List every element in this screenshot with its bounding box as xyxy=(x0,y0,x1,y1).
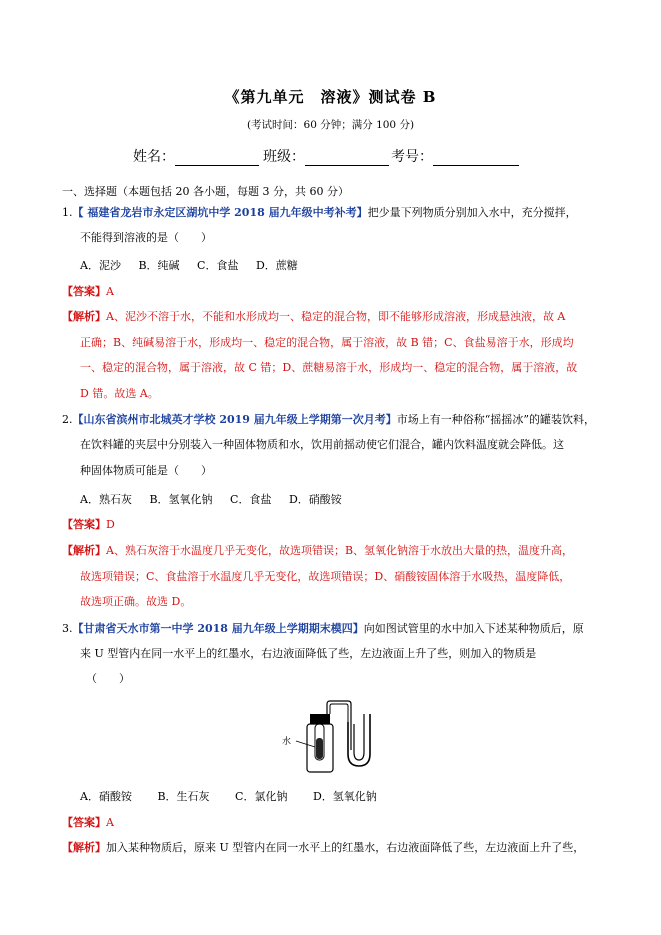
option-d: D．蔗糖 xyxy=(255,259,298,272)
question-stem: 把少量下列物质分别加入水中，充分搅拌， xyxy=(367,206,577,219)
exam-time-note: (考试时间：60 分钟；满分 100 分) xyxy=(246,119,415,131)
question-2-line-3: 种固体物质可能是（ ） xyxy=(80,464,212,477)
answer-value: A xyxy=(106,285,114,298)
figure-water-label: 水 xyxy=(282,737,292,747)
question-number: 2. xyxy=(62,413,73,426)
id-blank[interactable] xyxy=(433,149,519,166)
question-source: 【甘肃省天水市第一中学 2018 届九年级上学期期末模四】 xyxy=(72,622,364,635)
question-1-analysis-3: 一、稳定的混合物，属于溶液，故 C 错；D、蔗糖易溶于水，形成均一、稳定的混合物，属于溶液，故 xyxy=(80,361,578,374)
question-2-answer xyxy=(62,518,115,532)
name-blank[interactable] xyxy=(175,149,259,166)
question-number: 3. xyxy=(62,622,73,635)
page-title: 《第九单元 溶液》测试卷 B xyxy=(224,88,437,106)
answer-value: A xyxy=(106,816,114,829)
u-tube-apparatus-figure xyxy=(282,700,392,781)
question-1-line-1 xyxy=(62,206,577,220)
question-3-options xyxy=(80,788,391,804)
question-2-options xyxy=(80,491,356,507)
question-1-analysis-1 xyxy=(62,310,565,324)
question-3-line-2: 来 U 型管内在同一水平上的红墨水，右边液面降低了些，左边液面上升了些，则加入的物质是 xyxy=(80,647,537,660)
analysis-text: 加入某种物质后，原来 U 型管内在同一水平上的红墨水，右边液面降低了些，左边液面上升了些， xyxy=(106,841,585,854)
option-d: D．硝酸铵 xyxy=(288,493,342,506)
question-3-line-3: （ ） xyxy=(86,672,130,685)
question-2-line-1 xyxy=(62,413,595,427)
question-source: 【 福建省龙岩市永定区湖坑中学 2018 届九年级中考补考】 xyxy=(72,206,368,219)
option-b: B．生石灰 xyxy=(157,790,210,803)
option-c: C．食盐 xyxy=(197,259,239,272)
option-b: B．氢氧化钠 xyxy=(149,493,213,506)
question-2-line-2: 在饮料罐的夹层中分别装入一种固体物质和水，饮用前摇动使它们混合，罐内饮料温度就会降低。这 xyxy=(80,438,564,451)
analysis-label: 【解析】 xyxy=(62,544,106,557)
class-label: 班级： xyxy=(263,149,305,165)
answer-label: 【答案】 xyxy=(62,285,106,298)
question-2-analysis-3: 故选项正确。故选 D。 xyxy=(80,595,192,608)
apparatus-diagram xyxy=(282,700,392,778)
question-2-analysis-2: 故选项错误；C、食盐溶于水温度几乎无变化，故选项错误；D、硝酸铵固体溶于水吸热，温度降低， xyxy=(80,570,571,583)
question-3-analysis-1 xyxy=(62,841,584,855)
student-info-row xyxy=(133,146,519,166)
analysis-text: A、泥沙不溶于水，不能和水形成均一、稳定的混合物，即不能够形成溶液，形成悬浊液，故 A xyxy=(106,310,566,323)
answer-label: 【答案】 xyxy=(62,518,106,531)
option-a: A．泥沙 xyxy=(80,259,121,272)
analysis-text: A、熟石灰溶于水温度几乎无变化，故选项错误；B、氢氧化钠溶于水放出大量的热，温度升高， xyxy=(106,544,574,557)
question-1-options xyxy=(80,257,312,273)
question-1-line-2: 不能得到溶液的是（ ） xyxy=(80,231,212,244)
question-source: 【山东省滨州市北城英才学校 2019 届九年级上学期第一次月考】 xyxy=(72,413,397,426)
question-1-analysis-4: D 错。故选 A。 xyxy=(80,387,159,400)
question-1-analysis-2: 正确；B、纯碱易溶于水，形成均一、稳定的混合物，属于溶液，故 B 错；C、食盐易溶于水，形成均 xyxy=(80,336,574,349)
answer-label: 【答案】 xyxy=(62,816,106,829)
option-c: C．氯化钠 xyxy=(235,790,288,803)
question-1-answer xyxy=(62,285,114,299)
question-3-answer xyxy=(62,816,114,830)
option-b: B．纯碱 xyxy=(138,259,180,272)
analysis-label: 【解析】 xyxy=(62,310,106,323)
question-3-line-1 xyxy=(62,622,584,636)
option-d: D．氢氧化钠 xyxy=(312,790,377,803)
option-a: A．熟石灰 xyxy=(80,493,132,506)
question-stem: 市场上有一种俗称“摇摇冰”的罐装饮料， xyxy=(396,413,596,426)
option-c: C．食盐 xyxy=(230,493,272,506)
name-label: 姓名： xyxy=(133,149,175,165)
question-2-analysis-1 xyxy=(62,544,573,558)
analysis-label: 【解析】 xyxy=(62,841,106,854)
question-number: 1. xyxy=(62,206,73,219)
option-a: A．硝酸铵 xyxy=(80,790,132,803)
id-label: 考号： xyxy=(391,149,433,165)
question-stem: 向如图试管里的水中加入下述某种物质后，原 xyxy=(363,622,584,635)
class-blank[interactable] xyxy=(305,149,389,166)
answer-value: D xyxy=(106,518,115,531)
section-heading: 一、选择题（本题包括 20 各小题，每题 3 分，共 60 分） xyxy=(62,185,349,198)
